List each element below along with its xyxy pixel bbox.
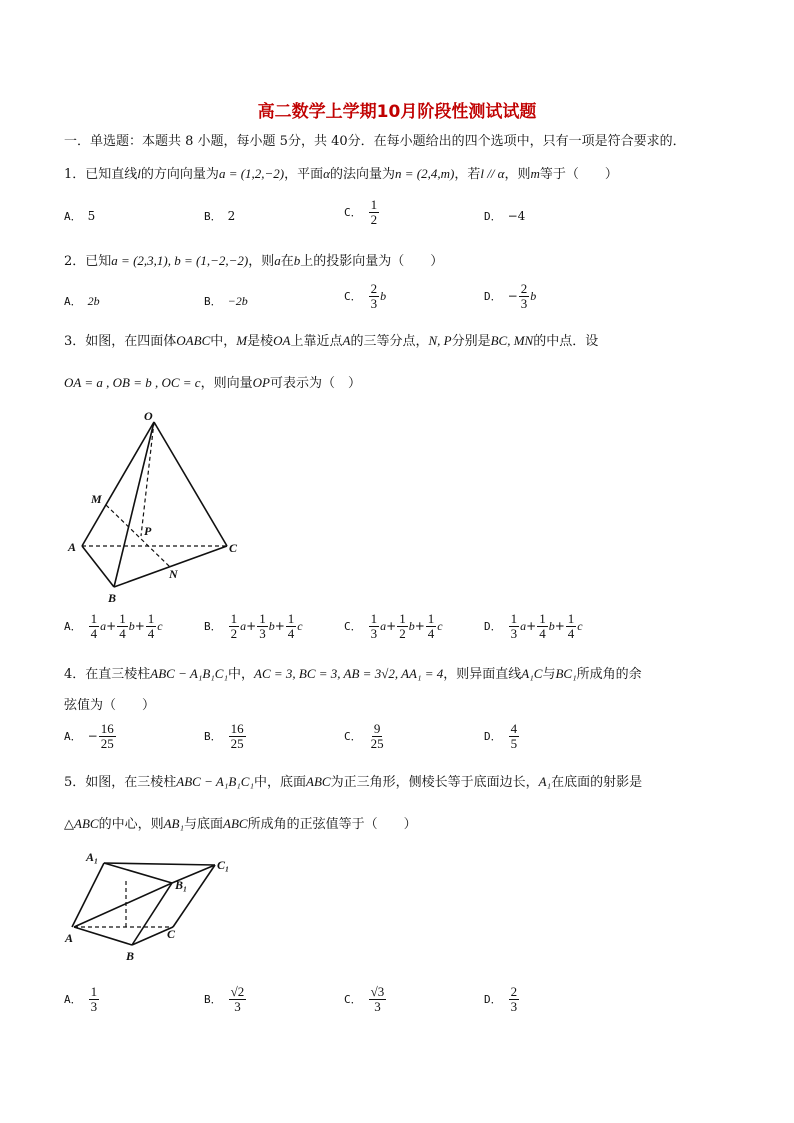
vector-var: c: [157, 619, 163, 633]
text: 的三等分点，: [350, 334, 429, 349]
option-label: D．: [484, 620, 502, 633]
numerator: 1: [370, 197, 378, 212]
var: a: [274, 253, 281, 268]
denominator: 4: [539, 626, 546, 641]
q1-option-c[interactable]: [344, 198, 380, 227]
text: 如图，在四面体: [85, 334, 177, 349]
tetrahedron-figure: [64, 405, 254, 605]
text: 如图，在三棱柱: [85, 775, 177, 790]
vector-var: a: [520, 619, 527, 633]
vector-var: b: [548, 619, 555, 633]
question-3-stem: [64, 332, 598, 351]
q4-option-b[interactable]: [204, 722, 247, 751]
condition: l // α: [480, 166, 505, 181]
q5-option-c[interactable]: [344, 985, 387, 1014]
text: ，若: [454, 167, 481, 182]
numerator: 1: [90, 611, 98, 626]
var: △ABC: [64, 816, 99, 831]
numerator: 1: [259, 611, 266, 626]
numerator: 1: [230, 611, 238, 626]
var: M: [236, 333, 248, 348]
option-value: 2: [227, 209, 236, 223]
text: 上的投影向量为（ ）: [300, 254, 444, 269]
numerator: 1: [399, 611, 406, 626]
label-b: B: [108, 591, 117, 605]
q3-option-d[interactable]: [484, 612, 583, 641]
question-4-line-2: 弦值为（ ）: [64, 698, 156, 713]
fraction: [519, 282, 530, 311]
numerator: 2: [370, 281, 378, 296]
text: 为正三角形，侧棱长等于底面边长，: [330, 775, 539, 790]
text: 是棱: [247, 334, 274, 349]
text: ，则异面直线: [443, 667, 522, 682]
vector-var: c: [577, 619, 583, 633]
numerator: 16: [100, 721, 114, 736]
denominator: 3: [520, 296, 528, 311]
question-number: 4．: [64, 667, 86, 682]
var: ABC: [223, 816, 248, 831]
var: b: [293, 253, 301, 268]
vector-expr: a = (2,3,1), b = (1,−2,−2): [111, 253, 249, 268]
q2-option-a[interactable]: [64, 293, 100, 309]
denominator: 3: [510, 626, 518, 641]
numerator: 1: [510, 611, 518, 626]
vector-var: a: [240, 619, 247, 633]
vector-var: b: [268, 619, 275, 633]
var: N, P: [428, 333, 452, 348]
numerator: 1: [370, 611, 378, 626]
q4-option-c[interactable]: [344, 722, 387, 751]
q2-option-c[interactable]: [344, 282, 386, 311]
plus-sign: +: [526, 619, 537, 633]
option-label: C．: [344, 290, 362, 303]
numerator: 1: [147, 611, 155, 626]
label-n: N: [169, 567, 178, 581]
q3-option-b[interactable]: [204, 612, 303, 641]
fraction: [426, 612, 437, 641]
vector-var: c: [297, 619, 303, 633]
vector-expr: a = (1,2,−2): [218, 166, 285, 181]
sign: −: [87, 729, 98, 743]
edge-a1b1: [104, 863, 172, 883]
fraction: [229, 722, 246, 751]
fraction: [369, 198, 380, 227]
question-number: 5．: [64, 775, 86, 790]
option-label: B．: [204, 730, 222, 743]
fraction: [229, 612, 240, 641]
label-a: A: [68, 540, 77, 554]
text: ，则: [248, 254, 275, 269]
option-label: A．: [64, 295, 82, 308]
denominator: 4: [287, 626, 295, 641]
label-c: C: [229, 541, 238, 555]
numerator: 1: [539, 611, 546, 626]
numerator: √2: [230, 984, 245, 999]
denominator: 3: [90, 999, 98, 1014]
var: BC₁: [555, 666, 577, 681]
denominator: 3: [234, 999, 241, 1014]
option-label: C．: [344, 993, 362, 1006]
question-number: 3．: [64, 334, 86, 349]
option-label: D．: [484, 290, 502, 303]
var: BC, MN: [490, 333, 534, 348]
denominator: 3: [370, 296, 378, 311]
vector-var: c: [437, 619, 443, 633]
plus-sign: +: [554, 619, 565, 633]
edge-aa1: [72, 863, 104, 927]
vector-var: a: [380, 619, 387, 633]
denominator: 3: [370, 626, 378, 641]
label-c1: C₁: [217, 858, 230, 872]
plus-sign: +: [414, 619, 425, 633]
numerator: 1: [90, 984, 98, 999]
var: ABC − A₁B₁C₁: [150, 666, 228, 681]
option-label: D．: [484, 730, 502, 743]
fraction: [537, 612, 548, 641]
var: b: [530, 289, 537, 303]
option-label: D．: [484, 210, 502, 223]
denominator: 4: [567, 626, 575, 641]
denominator: 3: [510, 999, 518, 1014]
denominator: 25: [100, 736, 114, 751]
edge-ab: [82, 546, 114, 587]
label-b: B: [126, 949, 135, 963]
question-5-line-2: [64, 815, 417, 834]
text: 在底面的射影是: [551, 775, 643, 790]
text: 的法向量为: [329, 167, 395, 182]
var: m: [530, 166, 540, 181]
var: OABC: [176, 333, 211, 348]
option-label: A．: [64, 730, 82, 743]
option-label: B．: [204, 210, 222, 223]
option-value: 5: [87, 209, 96, 223]
prism-figure: [64, 845, 254, 970]
edge-a1c1: [104, 863, 215, 865]
question-number: 1．: [64, 167, 86, 182]
text: 的方向向量为: [140, 167, 219, 182]
var: AB₁: [163, 816, 184, 831]
vector-expr: OA = a , OB = b , OC = c: [64, 375, 201, 390]
numerator: 1: [427, 611, 435, 626]
var: A₁C: [521, 666, 543, 681]
fraction: [89, 612, 100, 641]
question-3-line-2: [64, 374, 361, 393]
var: A₁: [538, 774, 552, 789]
question-5-stem: [64, 773, 642, 792]
numerator: 2: [520, 281, 528, 296]
var: ABC: [306, 774, 331, 789]
denominator: 4: [427, 626, 435, 641]
text: ，平面: [284, 167, 324, 182]
text: 上靠近点: [290, 334, 343, 349]
option-value: 2b: [87, 294, 100, 308]
text: ，则: [504, 167, 531, 182]
numerator: 2: [510, 984, 518, 999]
numerator: 9: [373, 721, 381, 736]
text: 在: [280, 254, 294, 269]
q1-option-d[interactable]: [484, 208, 525, 224]
label-a1: A₁: [86, 850, 99, 864]
q2-option-b[interactable]: [204, 293, 248, 309]
fraction: [257, 612, 268, 641]
fraction: [369, 282, 380, 311]
fraction: [369, 612, 380, 641]
question-4-stem: [64, 665, 642, 684]
option-label: A．: [64, 210, 82, 223]
fraction: [146, 612, 157, 641]
q1-option-b[interactable]: [204, 208, 235, 224]
option-label: A．: [64, 620, 82, 633]
option-value: −4: [507, 209, 526, 223]
fraction: [117, 612, 128, 641]
var: AC = 3, BC = 3, AB = 3√2, AA₁ = 4: [254, 666, 444, 681]
var: l: [137, 166, 141, 181]
option-label: C．: [344, 730, 362, 743]
segment-mn: [106, 505, 170, 567]
text: 所成角的正弦值等于（ ）: [247, 817, 417, 832]
text: 所成角的余: [576, 667, 642, 682]
option-label: C．: [344, 206, 362, 219]
label-a: A: [65, 931, 74, 945]
question-2-stem: [64, 252, 443, 271]
q4-option-a[interactable]: [64, 722, 117, 751]
sign: −: [507, 289, 518, 303]
segment-op: [141, 422, 154, 536]
vector-var: a: [100, 619, 107, 633]
vector-expr: n = (2,4,m): [395, 166, 455, 181]
option-label: A．: [64, 993, 82, 1006]
fraction: [229, 985, 247, 1014]
text: ，则向量: [200, 376, 253, 391]
fraction: [509, 722, 520, 751]
label-o: O: [144, 409, 153, 423]
var: b: [380, 289, 387, 303]
plus-sign: +: [134, 619, 145, 633]
edge-ab: [74, 927, 132, 945]
question-1-stem: [64, 165, 618, 184]
option-label: C．: [344, 620, 362, 633]
fraction: [369, 985, 387, 1014]
denominator: 25: [230, 736, 244, 751]
denominator: 2: [230, 626, 238, 641]
numerator: 1: [567, 611, 575, 626]
q5-option-b[interactable]: [204, 985, 247, 1014]
fraction: [397, 612, 408, 641]
fraction: [509, 612, 520, 641]
option-value: −2b: [227, 294, 248, 308]
fraction: [509, 985, 520, 1014]
text: 与底面: [183, 817, 223, 832]
text: 的中心，则: [98, 817, 164, 832]
plus-sign: +: [274, 619, 285, 633]
text: 的中点．设: [533, 334, 599, 349]
text: 可表示为（ ）: [269, 376, 361, 391]
text: 中，底面: [254, 775, 307, 790]
denominator: 4: [90, 626, 98, 641]
q1-option-a[interactable]: [64, 208, 95, 224]
text: 与: [542, 667, 556, 682]
text: 中，: [228, 667, 255, 682]
denominator: 4: [147, 626, 155, 641]
plus-sign: +: [246, 619, 257, 633]
fraction: [99, 722, 116, 751]
var: ABC − A₁B₁C₁: [176, 774, 254, 789]
fraction: [369, 722, 386, 751]
edge-oc: [154, 422, 227, 546]
vector-var: b: [408, 619, 415, 633]
plus-sign: +: [106, 619, 117, 633]
page-title: 高二数学上学期10月阶段性测试试题: [257, 102, 537, 122]
denominator: 3: [259, 626, 266, 641]
fraction: [286, 612, 297, 641]
text: 已知直线: [85, 167, 138, 182]
var: A: [342, 333, 351, 348]
denominator: 3: [374, 999, 381, 1014]
text: 分别是: [451, 334, 491, 349]
numerator: 1: [119, 611, 126, 626]
fraction: [566, 612, 577, 641]
fraction: [89, 985, 100, 1014]
denominator: 5: [510, 736, 518, 751]
numerator: √3: [370, 984, 385, 999]
numerator: 16: [230, 721, 244, 736]
question-number: 2．: [64, 254, 86, 269]
denominator: 25: [370, 736, 384, 751]
q3-option-a[interactable]: [64, 612, 163, 641]
denominator: 2: [399, 626, 406, 641]
numerator: 4: [510, 721, 518, 736]
plus-sign: +: [386, 619, 397, 633]
label-c: C: [167, 927, 176, 941]
option-label: B．: [204, 620, 222, 633]
q2-option-d[interactable]: [484, 282, 536, 311]
section-heading: 一．单选题：本题共 8 小题，每小题 5分，共 40分．在每小题给出的四个选项中，只有一项是符合要求的．: [64, 134, 686, 149]
text: 已知: [85, 254, 112, 269]
text: 中，: [210, 334, 237, 349]
q3-option-c[interactable]: [344, 612, 443, 641]
edge-ob: [114, 422, 154, 587]
vector-var: b: [128, 619, 135, 633]
q4-option-d[interactable]: [484, 722, 520, 751]
option-label: B．: [204, 295, 222, 308]
var: OA: [273, 333, 291, 348]
text: 等于（ ）: [539, 167, 618, 182]
label-b1: B₁: [175, 878, 188, 892]
option-label: D．: [484, 993, 502, 1006]
numerator: 1: [287, 611, 295, 626]
q5-option-a[interactable]: [64, 985, 100, 1014]
var: OP: [252, 375, 270, 390]
text: 在直三棱柱: [85, 667, 151, 682]
option-label: B．: [204, 993, 222, 1006]
denominator: 2: [370, 212, 378, 227]
label-p: P: [144, 524, 152, 538]
denominator: 4: [119, 626, 126, 641]
q5-option-d[interactable]: [484, 985, 520, 1014]
var: α: [323, 166, 330, 181]
label-m: M: [91, 492, 102, 506]
